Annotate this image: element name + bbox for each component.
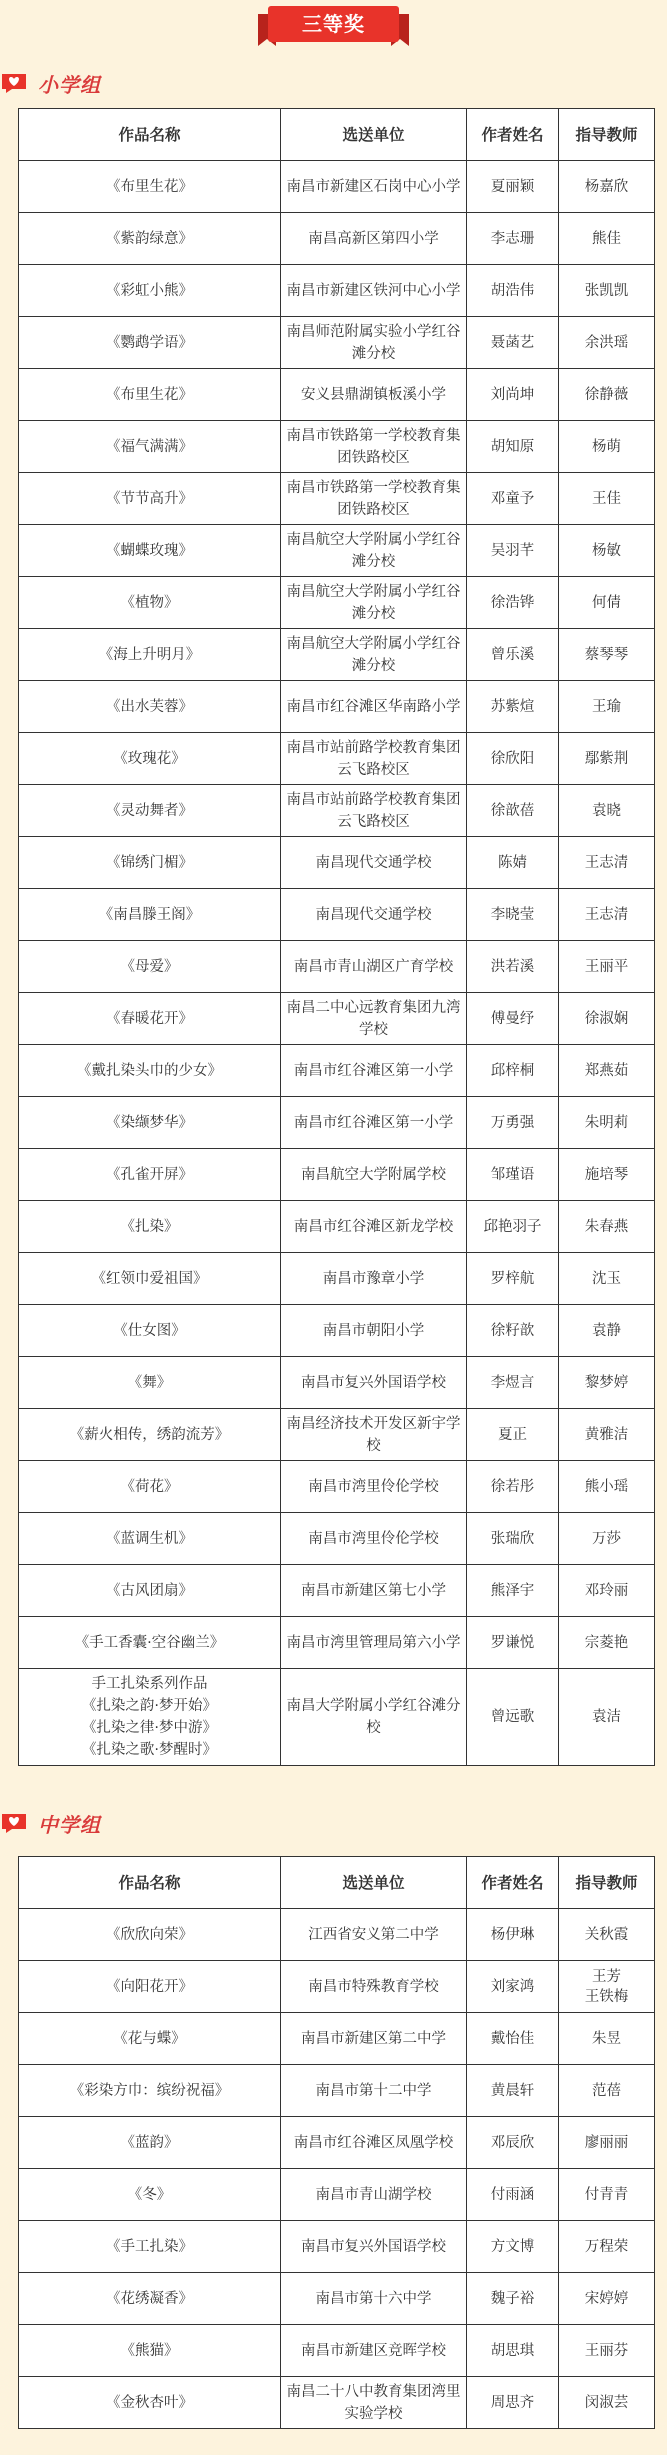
cell-work-title: 《蓝调生机》 bbox=[19, 1513, 281, 1565]
cell-teacher: 黄雅洁 bbox=[559, 1409, 655, 1461]
cell-author: 张瑞欣 bbox=[467, 1513, 559, 1565]
heart-chat-icon bbox=[0, 72, 28, 94]
cell-unit: 南昌市站前路学校教育集团云飞路校区 bbox=[281, 733, 467, 785]
table-row bbox=[19, 1409, 655, 1461]
table-row bbox=[19, 1669, 655, 1766]
cell-teacher: 张凯凯 bbox=[559, 265, 655, 317]
cell-unit: 南昌市铁路第一学校教育集团铁路校区 bbox=[281, 473, 467, 525]
cell-teacher: 付青青 bbox=[559, 2169, 655, 2221]
cell-author: 徐歆蓓 bbox=[467, 785, 559, 837]
cell-unit: 南昌市新建区第七小学 bbox=[281, 1565, 467, 1617]
work-title-line: 《扎染之歌·梦醒时》 bbox=[81, 1742, 218, 1758]
table-row bbox=[19, 2065, 655, 2117]
table-row bbox=[19, 785, 655, 837]
table-row bbox=[19, 161, 655, 213]
cell-teacher: 万莎 bbox=[559, 1513, 655, 1565]
award-table-primary bbox=[18, 108, 655, 1766]
header-work-title: 作品名称 bbox=[19, 109, 281, 161]
table-row bbox=[19, 733, 655, 785]
cell-unit: 南昌大学附属小学红谷滩分校 bbox=[281, 1669, 467, 1766]
section-title-middle: 中学组 bbox=[38, 1812, 101, 1837]
table-header-row bbox=[19, 1857, 655, 1909]
cell-teacher: 何倩 bbox=[559, 577, 655, 629]
cell-work-title: 《冬》 bbox=[19, 2169, 281, 2221]
cell-teacher: 杨嘉欣 bbox=[559, 161, 655, 213]
cell-work-title: 《蓝韵》 bbox=[19, 2117, 281, 2169]
cell-author: 黄晨轩 bbox=[467, 2065, 559, 2117]
cell-work-title: 《蝴蝶玫瑰》 bbox=[19, 525, 281, 577]
cell-work-title: 《孔雀开屏》 bbox=[19, 1149, 281, 1201]
table-row bbox=[19, 1909, 655, 1961]
cell-teacher: 沈玉 bbox=[559, 1253, 655, 1305]
header-teacher: 指导教师 bbox=[559, 1857, 655, 1909]
cell-author: 李志珊 bbox=[467, 213, 559, 265]
cell-author: 罗梓航 bbox=[467, 1253, 559, 1305]
cell-teacher: 鄢紫荆 bbox=[559, 733, 655, 785]
cell-author: 徐籽歆 bbox=[467, 1305, 559, 1357]
cell-author: 苏紫煊 bbox=[467, 681, 559, 733]
cell-unit: 南昌现代交通学校 bbox=[281, 889, 467, 941]
cell-work-title: 《紫韵绿意》 bbox=[19, 213, 281, 265]
cell-teacher: 袁静 bbox=[559, 1305, 655, 1357]
cell-author: 曾乐溪 bbox=[467, 629, 559, 681]
cell-teacher: 王佳 bbox=[559, 473, 655, 525]
table-row bbox=[19, 369, 655, 421]
table-row bbox=[19, 837, 655, 889]
table-row bbox=[19, 213, 655, 265]
cell-teacher: 万程荣 bbox=[559, 2221, 655, 2273]
cell-author: 胡思琪 bbox=[467, 2325, 559, 2377]
cell-teacher: 朱明莉 bbox=[559, 1097, 655, 1149]
cell-author: 曾远歌 bbox=[467, 1669, 559, 1766]
table-row bbox=[19, 2273, 655, 2325]
cell-work-title: 《花与蝶》 bbox=[19, 2013, 281, 2065]
cell-work-title: 《节节高升》 bbox=[19, 473, 281, 525]
cell-unit: 南昌市复兴外国语学校 bbox=[281, 1357, 467, 1409]
table-row bbox=[19, 317, 655, 369]
table-row bbox=[19, 993, 655, 1045]
cell-author: 邱艳羽子 bbox=[467, 1201, 559, 1253]
cell-unit: 南昌市红谷滩区凤凰学校 bbox=[281, 2117, 467, 2169]
header-unit: 选送单位 bbox=[281, 1857, 467, 1909]
header-teacher: 指导教师 bbox=[559, 109, 655, 161]
cell-teacher: 王丽平 bbox=[559, 941, 655, 993]
cell-teacher: 蔡琴琴 bbox=[559, 629, 655, 681]
cell-author: 夏正 bbox=[467, 1409, 559, 1461]
cell-work-title: 《母爱》 bbox=[19, 941, 281, 993]
cell-author: 刘尚坤 bbox=[467, 369, 559, 421]
cell-work-title: 《彩虹小熊》 bbox=[19, 265, 281, 317]
cell-work-title: 《海上升明月》 bbox=[19, 629, 281, 681]
cell-author: 邓童予 bbox=[467, 473, 559, 525]
cell-unit: 南昌市第十二中学 bbox=[281, 2065, 467, 2117]
table-row bbox=[19, 2117, 655, 2169]
cell-author: 付雨涵 bbox=[467, 2169, 559, 2221]
header-work-title: 作品名称 bbox=[19, 1857, 281, 1909]
cell-teacher: 朱春燕 bbox=[559, 1201, 655, 1253]
table-row bbox=[19, 629, 655, 681]
cell-author: 胡浩伟 bbox=[467, 265, 559, 317]
cell-author: 罗谦悦 bbox=[467, 1617, 559, 1669]
table-row bbox=[19, 1565, 655, 1617]
cell-teacher: 郑燕茹 bbox=[559, 1045, 655, 1097]
cell-work-title: 《舞》 bbox=[19, 1357, 281, 1409]
cell-work-title: 《金秋杏叶》 bbox=[19, 2377, 281, 2429]
table-row bbox=[19, 1357, 655, 1409]
cell-work-title: 《灵动舞者》 bbox=[19, 785, 281, 837]
cell-teacher: 关秋霞 bbox=[559, 1909, 655, 1961]
table-row bbox=[19, 1961, 655, 2013]
cell-work-title: 《手工扎染》 bbox=[19, 2221, 281, 2273]
cell-teacher: 袁晓 bbox=[559, 785, 655, 837]
cell-work-title: 《玫瑰花》 bbox=[19, 733, 281, 785]
cell-teacher: 徐静薇 bbox=[559, 369, 655, 421]
cell-unit: 南昌航空大学附属学校 bbox=[281, 1149, 467, 1201]
cell-author: 胡知原 bbox=[467, 421, 559, 473]
cell-work-title: 《鹦鹉学语》 bbox=[19, 317, 281, 369]
cell-work-title: 《熊猫》 bbox=[19, 2325, 281, 2377]
cell-teacher: 廖丽丽 bbox=[559, 2117, 655, 2169]
table-row bbox=[19, 2377, 655, 2429]
cell-teacher: 王芳 王铁梅 bbox=[559, 1961, 655, 2013]
cell-unit: 南昌市红谷滩区华南路小学 bbox=[281, 681, 467, 733]
cell-unit: 南昌市复兴外国语学校 bbox=[281, 2221, 467, 2273]
table-row bbox=[19, 1097, 655, 1149]
cell-unit: 南昌二中心远教育集团九湾学校 bbox=[281, 993, 467, 1045]
table-row bbox=[19, 1149, 655, 1201]
cell-work-title: 《古风团扇》 bbox=[19, 1565, 281, 1617]
cell-teacher: 黎梦婷 bbox=[559, 1357, 655, 1409]
cell-unit: 南昌市豫章小学 bbox=[281, 1253, 467, 1305]
cell-work-title: 《布里生花》 bbox=[19, 161, 281, 213]
cell-unit: 南昌现代交通学校 bbox=[281, 837, 467, 889]
section-header-middle bbox=[0, 1808, 101, 1838]
cell-work-title: 《南昌滕王阁》 bbox=[19, 889, 281, 941]
section-header-primary bbox=[0, 68, 101, 98]
table-row bbox=[19, 1253, 655, 1305]
table-row bbox=[19, 473, 655, 525]
cell-author: 邱梓桐 bbox=[467, 1045, 559, 1097]
section-title-primary: 小学组 bbox=[38, 72, 101, 97]
cell-teacher: 施培琴 bbox=[559, 1149, 655, 1201]
cell-unit: 南昌市湾里管理局第六小学 bbox=[281, 1617, 467, 1669]
cell-unit: 南昌市湾里伶伦学校 bbox=[281, 1513, 467, 1565]
cell-teacher: 闵淑芸 bbox=[559, 2377, 655, 2429]
cell-work-title: 《锦绣门楣》 bbox=[19, 837, 281, 889]
heart-chat-icon bbox=[0, 1812, 28, 1834]
cell-unit: 南昌航空大学附属小学红谷滩分校 bbox=[281, 577, 467, 629]
cell-work-title: 《戴扎染头巾的少女》 bbox=[19, 1045, 281, 1097]
cell-unit: 南昌市朝阳小学 bbox=[281, 1305, 467, 1357]
cell-work-title: 《仕女图》 bbox=[19, 1305, 281, 1357]
cell-teacher: 王志清 bbox=[559, 837, 655, 889]
cell-unit: 南昌航空大学附属小学红谷滩分校 bbox=[281, 525, 467, 577]
cell-unit: 安义县鼎湖镇板溪小学 bbox=[281, 369, 467, 421]
cell-work-title: 《红领巾爱祖国》 bbox=[19, 1253, 281, 1305]
work-title-line: 手工扎染系列作品 bbox=[91, 1676, 208, 1692]
header-author: 作者姓名 bbox=[467, 1857, 559, 1909]
cell-unit: 南昌市红谷滩区第一小学 bbox=[281, 1097, 467, 1149]
cell-author: 洪若溪 bbox=[467, 941, 559, 993]
cell-unit: 南昌市青山湖学校 bbox=[281, 2169, 467, 2221]
cell-author: 傅曼纾 bbox=[467, 993, 559, 1045]
table-row bbox=[19, 421, 655, 473]
cell-teacher: 邓玲丽 bbox=[559, 1565, 655, 1617]
cell-unit: 南昌市第十六中学 bbox=[281, 2273, 467, 2325]
cell-work-title: 《布里生花》 bbox=[19, 369, 281, 421]
cell-author: 熊泽宇 bbox=[467, 1565, 559, 1617]
award-banner bbox=[258, 6, 409, 48]
cell-teacher: 杨萌 bbox=[559, 421, 655, 473]
table-row bbox=[19, 1305, 655, 1357]
cell-teacher: 王瑜 bbox=[559, 681, 655, 733]
cell-teacher: 范蓓 bbox=[559, 2065, 655, 2117]
cell-work-title: 《彩染方巾：缤纷祝福》 bbox=[19, 2065, 281, 2117]
cell-author: 魏子裕 bbox=[467, 2273, 559, 2325]
table-row bbox=[19, 1513, 655, 1565]
cell-unit: 南昌市铁路第一学校教育集团铁路校区 bbox=[281, 421, 467, 473]
cell-work-title bbox=[19, 1669, 281, 1766]
cell-unit: 南昌市红谷滩区第一小学 bbox=[281, 1045, 467, 1097]
award-table-middle bbox=[18, 1856, 655, 2429]
table-row bbox=[19, 889, 655, 941]
cell-teacher: 袁洁 bbox=[559, 1669, 655, 1766]
table-row bbox=[19, 577, 655, 629]
table-header-row bbox=[19, 109, 655, 161]
table-row bbox=[19, 1617, 655, 1669]
cell-unit: 南昌航空大学附属小学红谷滩分校 bbox=[281, 629, 467, 681]
cell-work-title: 《扎染》 bbox=[19, 1201, 281, 1253]
cell-unit: 南昌市红谷滩区新龙学校 bbox=[281, 1201, 467, 1253]
header-author: 作者姓名 bbox=[467, 109, 559, 161]
cell-teacher: 熊佳 bbox=[559, 213, 655, 265]
cell-author: 陈婧 bbox=[467, 837, 559, 889]
cell-author: 杨伊琳 bbox=[467, 1909, 559, 1961]
work-title-line: 《扎染之律·梦中游》 bbox=[81, 1720, 218, 1736]
cell-work-title: 《薪火相传，绣韵流芳》 bbox=[19, 1409, 281, 1461]
cell-unit: 南昌市青山湖区广育学校 bbox=[281, 941, 467, 993]
cell-teacher: 徐淑娴 bbox=[559, 993, 655, 1045]
cell-author: 夏丽颖 bbox=[467, 161, 559, 213]
cell-unit: 南昌经济技术开发区新宇学校 bbox=[281, 1409, 467, 1461]
cell-unit: 南昌市新建区石岗中心小学 bbox=[281, 161, 467, 213]
cell-unit: 江西省安义第二中学 bbox=[281, 1909, 467, 1961]
cell-unit: 南昌二十八中教育集团湾里实验学校 bbox=[281, 2377, 467, 2429]
cell-author: 万勇强 bbox=[467, 1097, 559, 1149]
award-banner-area bbox=[0, 0, 667, 54]
cell-author: 徐若彤 bbox=[467, 1461, 559, 1513]
cell-author: 刘家鸿 bbox=[467, 1961, 559, 2013]
table-row bbox=[19, 1461, 655, 1513]
work-title-line: 《扎染之韵·梦开始》 bbox=[81, 1698, 218, 1714]
table-row bbox=[19, 941, 655, 993]
cell-unit: 南昌高新区第四小学 bbox=[281, 213, 467, 265]
cell-work-title: 《植物》 bbox=[19, 577, 281, 629]
cell-work-title: 《荷花》 bbox=[19, 1461, 281, 1513]
cell-work-title: 《出水芙蓉》 bbox=[19, 681, 281, 733]
cell-work-title: 《向阳花开》 bbox=[19, 1961, 281, 2013]
cell-unit: 南昌师范附属实验小学红谷滩分校 bbox=[281, 317, 467, 369]
cell-teacher: 宋婷婷 bbox=[559, 2273, 655, 2325]
cell-teacher: 熊小瑶 bbox=[559, 1461, 655, 1513]
cell-author: 李煜言 bbox=[467, 1357, 559, 1409]
cell-unit: 南昌市新建区第二中学 bbox=[281, 2013, 467, 2065]
cell-unit: 南昌市站前路学校教育集团云飞路校区 bbox=[281, 785, 467, 837]
table-row bbox=[19, 2013, 655, 2065]
cell-teacher: 杨敏 bbox=[559, 525, 655, 577]
cell-unit: 南昌市湾里伶伦学校 bbox=[281, 1461, 467, 1513]
cell-author: 徐欣阳 bbox=[467, 733, 559, 785]
cell-author: 吴羽芊 bbox=[467, 525, 559, 577]
cell-unit: 南昌市特殊教育学校 bbox=[281, 1961, 467, 2013]
cell-teacher: 王志清 bbox=[559, 889, 655, 941]
cell-unit: 南昌市新建区铁河中心小学 bbox=[281, 265, 467, 317]
cell-author: 徐浩铧 bbox=[467, 577, 559, 629]
cell-work-title: 《染缬梦华》 bbox=[19, 1097, 281, 1149]
table-row bbox=[19, 2169, 655, 2221]
cell-author: 方文博 bbox=[467, 2221, 559, 2273]
table-row bbox=[19, 525, 655, 577]
cell-teacher: 余洪瑶 bbox=[559, 317, 655, 369]
cell-work-title: 《手工香囊·空谷幽兰》 bbox=[19, 1617, 281, 1669]
cell-work-title: 《福气满满》 bbox=[19, 421, 281, 473]
table-row bbox=[19, 2221, 655, 2273]
cell-author: 邹瑾语 bbox=[467, 1149, 559, 1201]
cell-work-title: 《春暖花开》 bbox=[19, 993, 281, 1045]
cell-teacher: 朱昱 bbox=[559, 2013, 655, 2065]
cell-work-title: 《花绣凝香》 bbox=[19, 2273, 281, 2325]
table-row bbox=[19, 1045, 655, 1097]
table-row bbox=[19, 681, 655, 733]
table-row bbox=[19, 2325, 655, 2377]
cell-teacher: 宗菱艳 bbox=[559, 1617, 655, 1669]
table-row bbox=[19, 265, 655, 317]
cell-author: 周思齐 bbox=[467, 2377, 559, 2429]
cell-author: 邓辰欣 bbox=[467, 2117, 559, 2169]
cell-author: 戴怡佳 bbox=[467, 2013, 559, 2065]
cell-teacher: 王丽芬 bbox=[559, 2325, 655, 2377]
cell-unit: 南昌市新建区竞晖学校 bbox=[281, 2325, 467, 2377]
cell-work-title: 《欣欣向荣》 bbox=[19, 1909, 281, 1961]
award-banner-label: 三等奖 bbox=[302, 12, 365, 36]
header-unit: 选送单位 bbox=[281, 109, 467, 161]
table-row bbox=[19, 1201, 655, 1253]
cell-author: 李晓莹 bbox=[467, 889, 559, 941]
cell-author: 聂菡艺 bbox=[467, 317, 559, 369]
